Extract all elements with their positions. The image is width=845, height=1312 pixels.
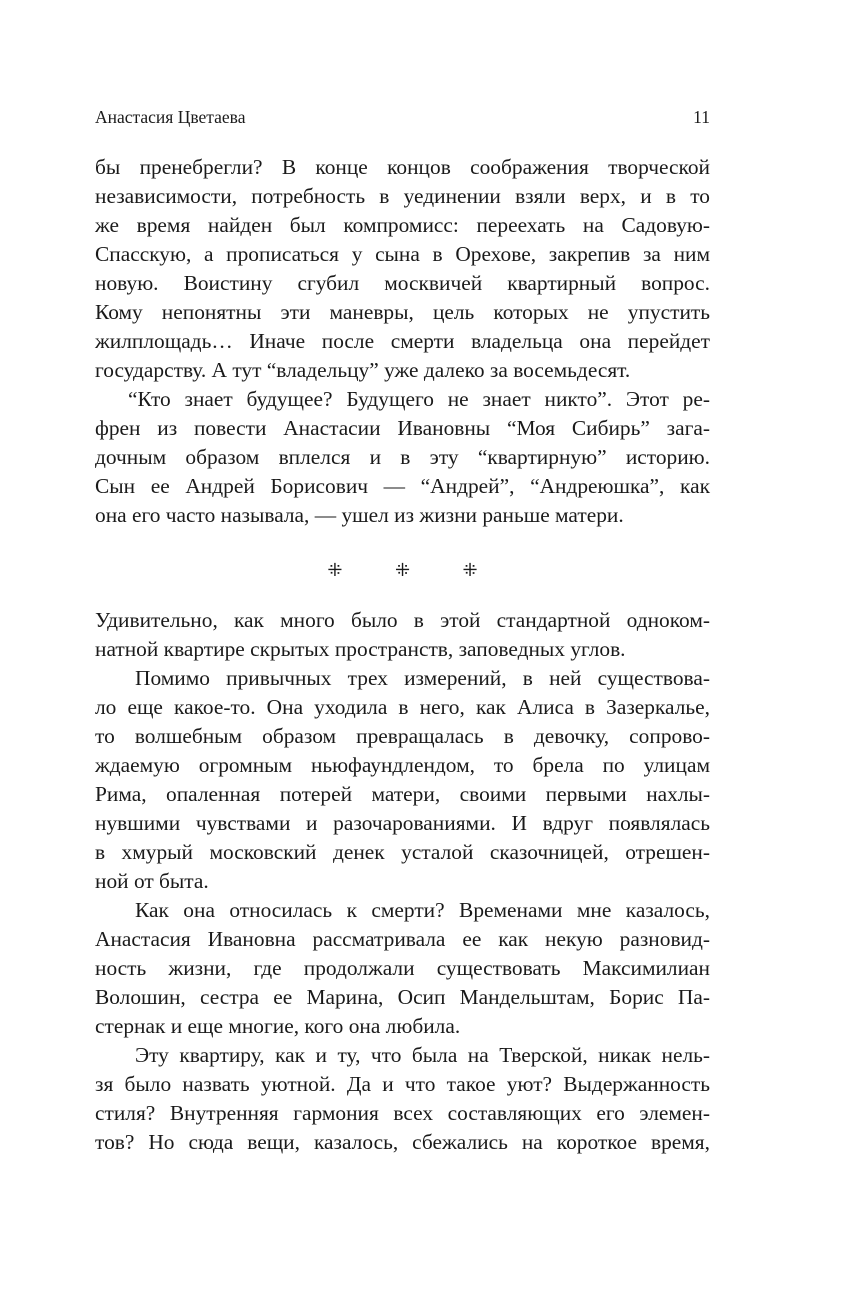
paragraph [95, 1041, 710, 1157]
paragraph [95, 385, 710, 530]
text-line: Спасскую, а прописаться у сына в Орехове, закрепив за ним [95, 242, 710, 266]
text-line: государству. А тут “владельцу” уже далеко за восемьдесят. [95, 358, 631, 382]
running-head-author: Анастасия Цветаева [95, 107, 246, 127]
text-line: “Кто знает будущее? Будущего не знает никто”. Этот ре- [128, 387, 710, 411]
asterism-icon: ⁜ [394, 560, 411, 580]
page-number: 11 [693, 107, 710, 127]
text-line: Как она относилась к смерти? Временами мне казалось, [135, 898, 710, 922]
text-line: натной квартире скрытых пространств, заповедных углов. [95, 637, 626, 661]
text-line: стернак и еще многие, кого она любила. [95, 1014, 461, 1038]
text-line: нувшими чувствами и разочарованиями. И вдруг появлялась [95, 811, 710, 835]
text-line: Помимо привычных трех измерений, в ней существова- [135, 666, 710, 690]
text-line: Сын ее Андрей Борисович — “Андрей”, “Андреюшка”, как [95, 474, 710, 498]
text-line: тов? Но сюда вещи, казалось, сбежались на короткое время, [95, 1130, 710, 1154]
asterism-icon: ⁜ [462, 560, 478, 580]
body-text [95, 153, 710, 1157]
text-line: ной от быта. [95, 869, 209, 893]
paragraph [95, 896, 710, 1041]
text-line: Кому непонятны эти маневры, цель которых не упустить [95, 300, 710, 324]
text-line: в хмурый московский денек усталой сказочницей, отрешен- [95, 840, 710, 864]
paragraph [95, 664, 710, 896]
asterism-icon: ⁜ [327, 560, 343, 580]
text-line: жилплощадь… Иначе после смерти владельца она перейдет [95, 329, 710, 353]
text-line: ждаемую огромным ньюфаундлендом, то брела по улицам [95, 753, 710, 777]
text-line: стиля? Внутренняя гармония всех составляющих его элемен- [95, 1101, 710, 1125]
text-line: бы пренебрегли? В конце концов соображения творческой [95, 155, 710, 179]
text-line: дочным образом вплелся и в эту “квартирную” историю. [95, 445, 710, 469]
text-line: ность жизни, где продолжали существовать Максимилиан [95, 956, 710, 980]
running-head [95, 104, 710, 130]
paragraph [95, 606, 710, 664]
text-line: Удивительно, как много было в этой стандартной одноком- [95, 608, 710, 632]
text-line: зя было назвать уютной. Да и что такое уют? Выдержанность [95, 1072, 710, 1096]
text-line: ло еще какое-то. Она уходила в него, как Алиса в Зазеркалье, [95, 695, 710, 719]
text-line: новую. Воистину сгубил москвичей квартирный вопрос. [95, 271, 710, 295]
text-line: независимости, потребность в уединении взяли верх, и в то [95, 184, 710, 208]
text-line: Анастасия Ивановна рассматривала ее как некую разновид- [95, 927, 710, 951]
text-line: же время найден был компромисс: переехать на Садовую- [95, 213, 710, 237]
section-separator [95, 556, 710, 585]
text-line: Эту квартиру, как и ту, что была на Тверской, никак нель- [135, 1043, 710, 1067]
text-line: то волшебным образом превращалась в девочку, сопрово- [95, 724, 710, 748]
paragraph-continuation [95, 153, 710, 385]
text-line: Волошин, сестра ее Марина, Осип Мандельштам, Борис Па- [95, 985, 710, 1009]
text-line: Рима, опаленная потерей матери, своими первыми нахлы- [95, 782, 710, 806]
text-line: френ из повести Анастасии Ивановны “Моя Сибирь” зага- [95, 416, 710, 440]
text-line: она его часто называла, — ушел из жизни раньше матери. [95, 503, 624, 527]
